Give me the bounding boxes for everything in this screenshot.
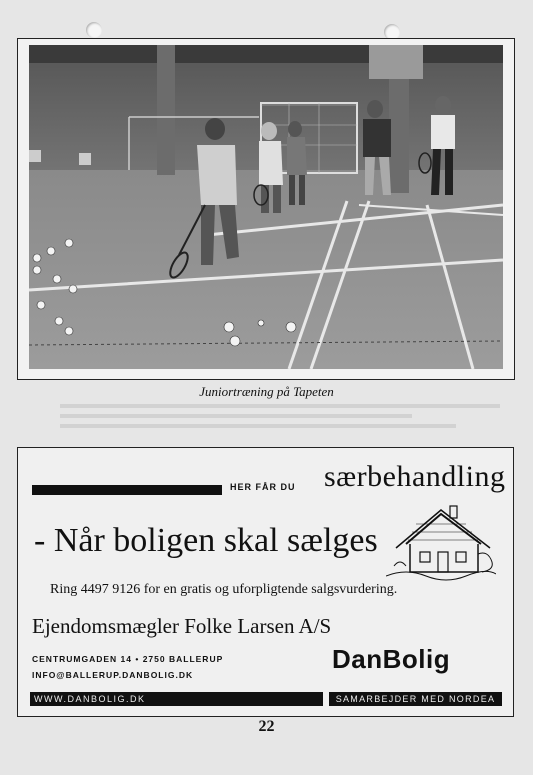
ad-headline-row	[30, 460, 506, 496]
website-bar: WWW.DANBOLIG.DK	[30, 692, 323, 706]
agent-address: CENTRUMGADEN 14 • 2750 BALLERUP	[32, 654, 224, 664]
binder-hole-left	[86, 22, 102, 38]
nordea-partner-bar: SAMARBEJDER MED NORDEA	[329, 692, 502, 706]
tennis-hall-image	[29, 45, 503, 369]
house-icon	[386, 504, 496, 584]
agent-name: Ejendomsmægler Folke Larsen A/S	[32, 614, 332, 638]
danbolig-advertisement	[17, 447, 514, 717]
ad-call-text: Ring 4497 9126 for en gratis og uforpligtende salgsvurdering.	[50, 582, 398, 597]
danbolig-logo: DanBolig	[332, 644, 451, 674]
saerbehandling-text: særbehandling	[324, 460, 506, 493]
tennis-photo	[29, 45, 503, 369]
her-far-du-text: HER FÅR DU	[230, 482, 296, 492]
bleed-through-text	[60, 398, 500, 438]
photo-caption: Juniortræning på Tapeten	[199, 384, 334, 399]
page-number: 22	[258, 718, 275, 735]
photo-frame	[17, 38, 515, 380]
ad-main-headline: - Når boligen skal sælges	[34, 522, 378, 559]
agent-email: INFO@BALLERUP.DANBOLIG.DK	[32, 670, 194, 680]
headline-bar	[32, 485, 222, 495]
